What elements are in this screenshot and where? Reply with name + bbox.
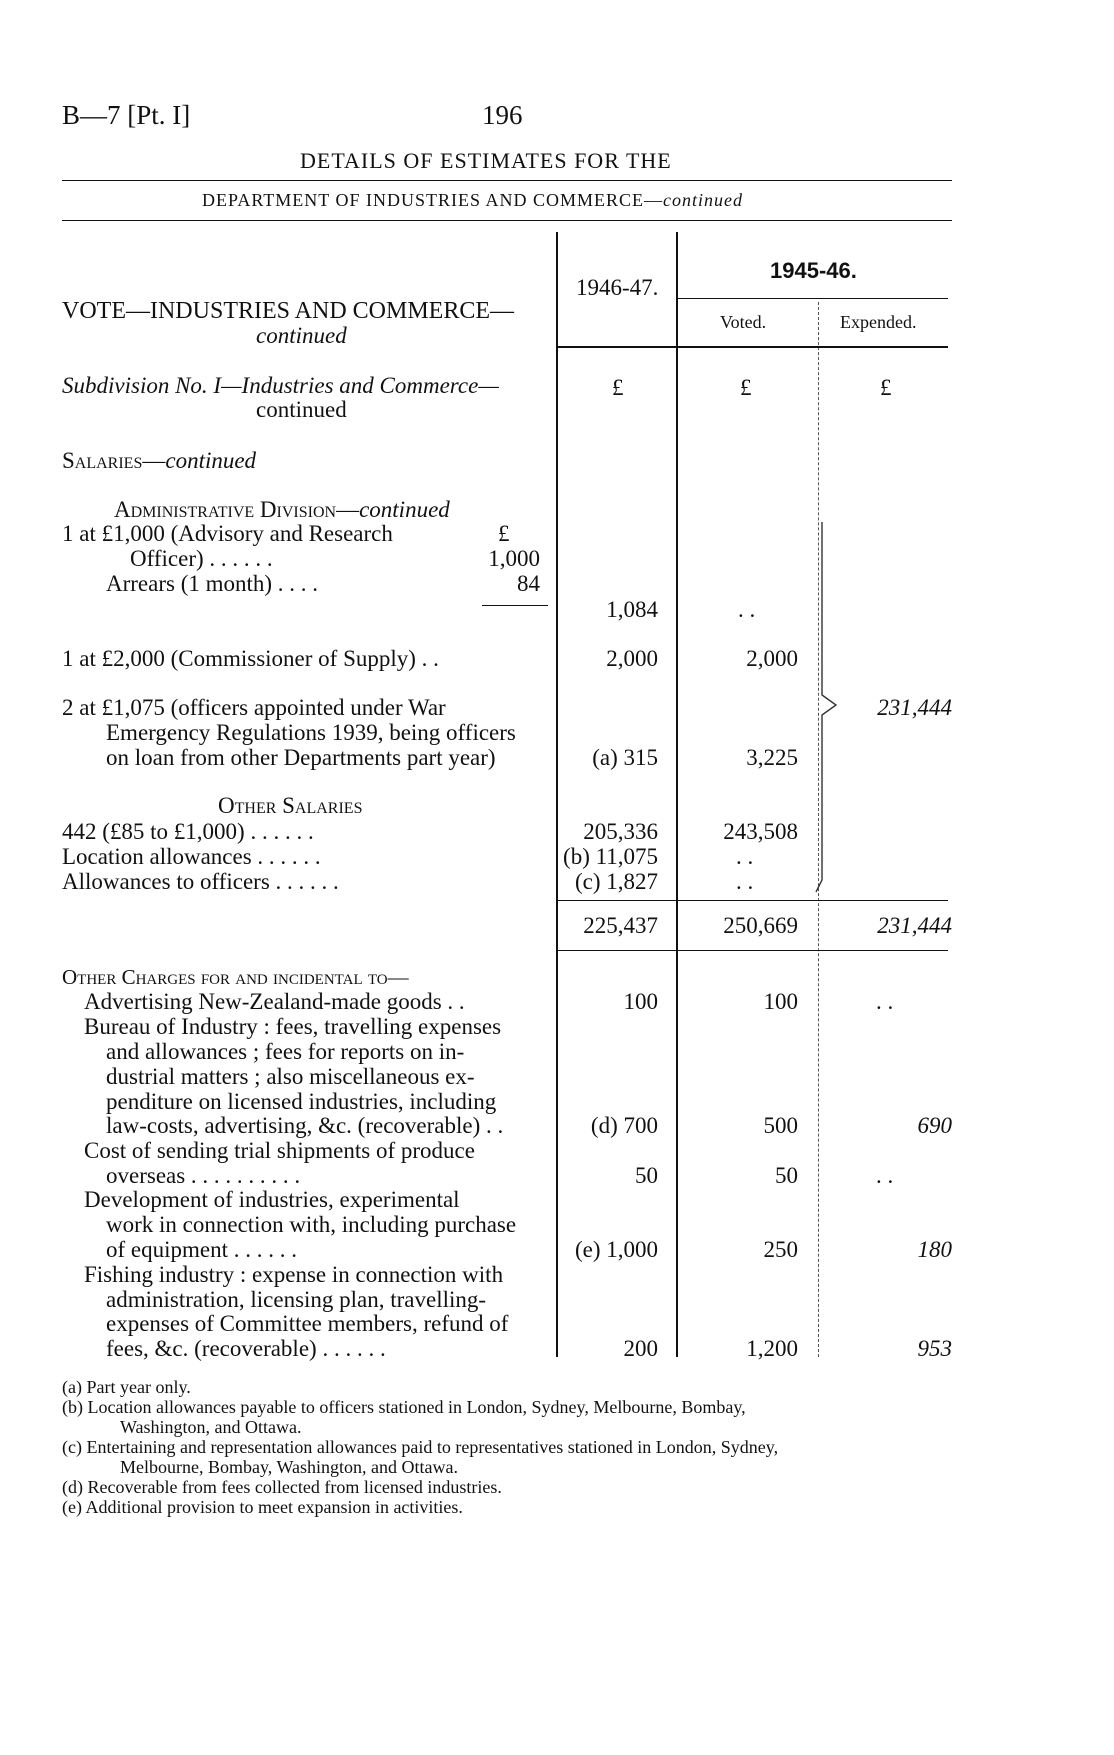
page-subtitle: DEPARTMENT OF INDUSTRIES AND COMMERCE—continued bbox=[202, 190, 743, 210]
document-reference: B—7 [Pt. I] bbox=[62, 100, 191, 130]
arrears-amount: 84 bbox=[517, 571, 540, 596]
item1-total-1946: 1,084 bbox=[606, 597, 658, 622]
subdivision-continued: continued bbox=[256, 397, 347, 422]
development-label-line2: work in connection with, including purchase bbox=[106, 1212, 517, 1237]
footnote-b: (b) Location allowances payable to officers stationed in London, Sydney, Melbourne, Bombay, bbox=[62, 1397, 746, 1417]
development-label-line3: of equipment . . . . . . bbox=[106, 1237, 297, 1262]
header-rule-2 bbox=[62, 220, 952, 221]
page-number: 196 bbox=[482, 100, 523, 130]
development-label-line1: Development of industries, experimental bbox=[84, 1187, 460, 1212]
advertising-label: Advertising New-Zealand-made goods . . bbox=[84, 989, 465, 1014]
column-expended: Expended. bbox=[840, 312, 917, 332]
development-voted: 250 bbox=[763, 1237, 798, 1262]
total-rule-bottom bbox=[558, 950, 948, 951]
item1-label-line2: Officer) . . . . . . bbox=[130, 546, 273, 571]
column-1945-46: 1945-46. bbox=[770, 258, 857, 283]
advertising-expended: . . bbox=[876, 989, 894, 1014]
column-divider-1 bbox=[556, 232, 558, 1357]
currency-1946: £ bbox=[612, 375, 624, 400]
development-expended: 180 bbox=[917, 1237, 952, 1262]
bureau-expended: 690 bbox=[917, 1113, 952, 1138]
footnote-d: (d) Recoverable from fees collected from licensed industries. bbox=[62, 1477, 502, 1497]
item1-label: 1 at £1,000 (Advisory and Research bbox=[62, 521, 393, 546]
fishing-voted: 1,200 bbox=[746, 1336, 798, 1361]
item1-pound: £ bbox=[498, 521, 510, 546]
item1-amount: 1,000 bbox=[488, 546, 540, 571]
other2-1946: (b) 11,075 bbox=[563, 844, 658, 869]
total-1946: 225,437 bbox=[583, 913, 658, 938]
other3-label: Allowances to officers . . . . . . bbox=[62, 869, 339, 894]
admin-division-heading: Administrative Division—continued bbox=[114, 497, 450, 522]
other3-1946: (c) 1,827 bbox=[574, 869, 658, 894]
other-salaries-heading: Other Salaries bbox=[218, 793, 363, 818]
item2-voted: 2,000 bbox=[746, 646, 798, 671]
column-divider-2 bbox=[676, 232, 678, 1357]
other1-1946: 205,336 bbox=[583, 819, 658, 844]
footnote-c: (c) Entertaining and representation allowances paid to representatives stationed in London, Sydney, bbox=[62, 1437, 779, 1457]
development-1946: (e) 1,000 bbox=[574, 1237, 658, 1262]
trial-expended: . . bbox=[876, 1163, 894, 1188]
other1-voted: 243,508 bbox=[723, 819, 798, 844]
item2-label: 1 at £2,000 (Commissioner of Supply) . . bbox=[62, 646, 439, 671]
salaries-heading: Salaries—continued bbox=[62, 448, 257, 473]
other1-label: 442 (£85 to £1,000) . . . . . . bbox=[62, 819, 314, 844]
other2-voted: . . bbox=[736, 844, 754, 869]
item3-label-line2: Emergency Regulations 1939, being officers bbox=[106, 720, 516, 745]
footnote-e: (e) Additional provision to meet expansion in activities. bbox=[62, 1497, 463, 1517]
trial-voted: 50 bbox=[775, 1163, 798, 1188]
bureau-voted: 500 bbox=[763, 1113, 798, 1138]
advertising-1946: 100 bbox=[623, 989, 658, 1014]
fishing-label-line3: expenses of Committee members, refund of bbox=[106, 1311, 509, 1336]
year-header-rule bbox=[678, 298, 948, 299]
footnote-a: (a) Part year only. bbox=[62, 1377, 191, 1397]
arrears-label: Arrears (1 month) . . . . bbox=[106, 571, 319, 596]
vote-title: VOTE—INDUSTRIES AND COMMERCE— bbox=[62, 298, 515, 324]
advertising-voted: 100 bbox=[763, 989, 798, 1014]
trial-1946: 50 bbox=[635, 1163, 658, 1188]
item2-1946: 2,000 bbox=[606, 646, 658, 671]
bureau-label-line5: law-costs, advertising, &c. (recoverable) . . bbox=[106, 1113, 504, 1138]
bureau-label-line1: Bureau of Industry : fees, travelling expenses bbox=[84, 1014, 502, 1039]
trial-label-line1: Cost of sending trial shipments of produce bbox=[84, 1138, 475, 1163]
other-charges-heading: Other Charges for and incidental to— bbox=[62, 965, 409, 989]
footnote-b-cont: Washington, and Ottawa. bbox=[120, 1417, 302, 1437]
fishing-label-line1: Fishing industry : expense in connection with bbox=[84, 1262, 504, 1287]
expended-bracket bbox=[814, 520, 844, 895]
item3-voted: 3,225 bbox=[746, 745, 798, 770]
bureau-1946: (d) 700 bbox=[590, 1113, 658, 1138]
column-header-rule bbox=[558, 346, 948, 348]
vote-title-continued: continued bbox=[256, 323, 347, 348]
bureau-label-line3: dustrial matters ; also miscellaneous ex- bbox=[106, 1064, 475, 1089]
column-1946-47: 1946-47. bbox=[576, 275, 659, 300]
item3-label-line3: on loan from other Departments part year) bbox=[106, 745, 496, 770]
header-rule-1 bbox=[62, 180, 952, 181]
currency-expended: £ bbox=[880, 375, 892, 400]
fishing-label-line2: administration, licensing plan, travelling- bbox=[106, 1287, 487, 1312]
item1-subtotal-rule bbox=[482, 605, 548, 606]
item3-1946: (a) 315 bbox=[592, 745, 658, 770]
total-voted: 250,669 bbox=[723, 913, 798, 938]
column-voted: Voted. bbox=[720, 312, 767, 332]
total-expended: 231,444 bbox=[877, 913, 952, 938]
fishing-expended: 953 bbox=[917, 1336, 952, 1361]
page-title: DETAILS OF ESTIMATES FOR THE bbox=[300, 148, 672, 173]
fishing-1946: 200 bbox=[623, 1336, 658, 1361]
total-rule-top bbox=[558, 900, 948, 901]
fishing-label-line4: fees, &c. (recoverable) . . . . . . bbox=[106, 1336, 386, 1361]
bureau-label-line2: and allowances ; fees for reports on in- bbox=[106, 1039, 465, 1064]
footnote-c-cont: Melbourne, Bombay, Washington, and Ottawa. bbox=[120, 1457, 458, 1477]
expended-bracket-total: 231,444 bbox=[877, 695, 952, 720]
currency-voted: £ bbox=[740, 375, 752, 400]
subdivision-label: Subdivision No. I—Industries and Commerce— bbox=[62, 373, 499, 398]
item1-voted: . . bbox=[738, 597, 756, 622]
trial-label-line2: overseas . . . . . . . . . . bbox=[106, 1163, 301, 1188]
bureau-label-line4: penditure on licensed industries, including bbox=[106, 1089, 497, 1114]
item3-label-line1: 2 at £1,075 (officers appointed under War bbox=[62, 695, 446, 720]
other3-voted: . . bbox=[736, 869, 754, 894]
other2-label: Location allowances . . . . . . bbox=[62, 844, 321, 869]
